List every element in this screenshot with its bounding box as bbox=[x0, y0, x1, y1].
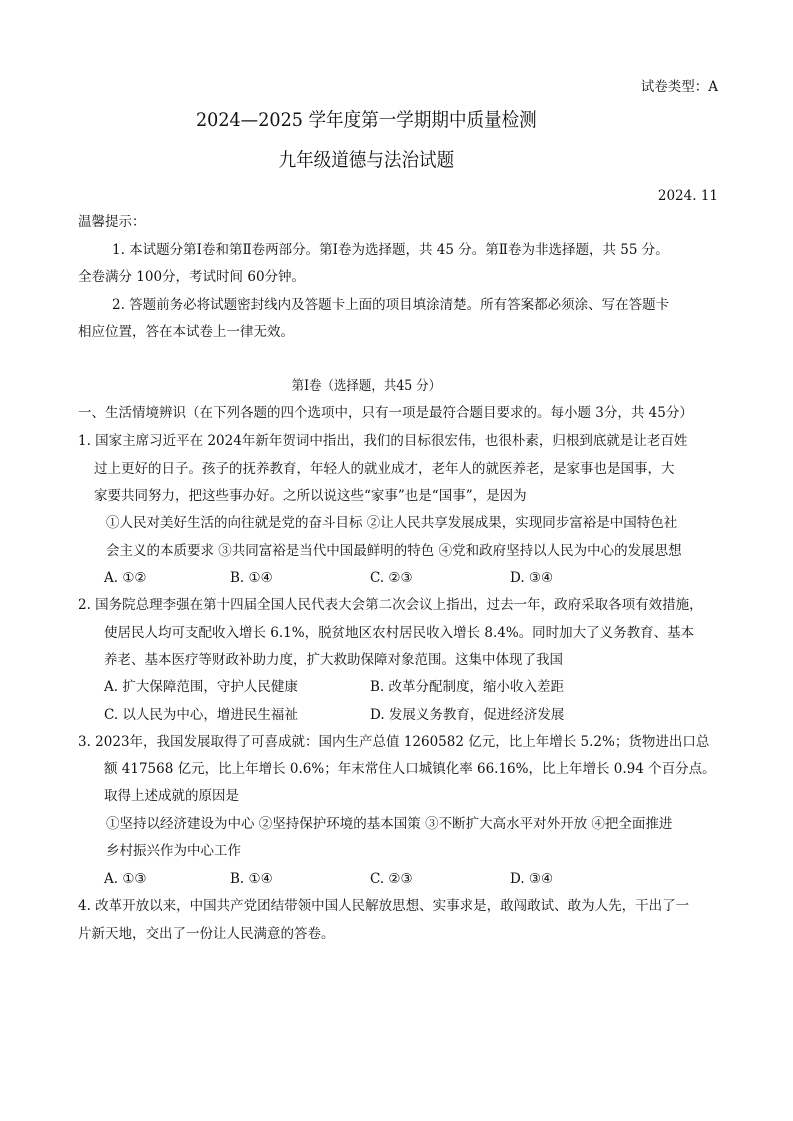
q3-line-4: ①坚持以经济建设为中心 ②坚持保护环境的基本国策 ③不断扩大高水平对外开放 ④把全面推进 bbox=[106, 816, 673, 832]
notice-line-3: 2. 答题前务必将试题密封线内及答题卡上面的项目填涂清楚。所有答案都必须涂、写在答题卡 bbox=[112, 297, 670, 313]
q1-line-1: 1. 国家主席习近平在 2024年新年贺词中指出，我们的目标很宏伟，也很朴素，归根到底就是让老百姓 bbox=[78, 433, 688, 449]
exam-date: 2024. 11 bbox=[657, 188, 718, 204]
q2-option-b: B. 改革分配制度，缩小收入差距 bbox=[370, 679, 565, 695]
notice-line-2: 全卷满分 100分，考试时间 60分钟。 bbox=[78, 269, 306, 285]
q4-line-2: 片新天地，交出了一份让人民满意的答卷。 bbox=[78, 926, 335, 942]
q2-line-1: 2. 国务院总理李强在第十四届全国人民代表大会第二次会议上指出，过去一年，政府采取各项有效措施， bbox=[78, 597, 703, 613]
q4-line-1: 4. 改革开放以来，中国共产党团结带领中国人民解放思想、实事求是，敢闯敢试、敢为人先，干出了一 bbox=[78, 898, 690, 914]
q3-option-b: B. ①④ bbox=[230, 871, 273, 887]
notice-line-1: 1. 本试题分第Ⅰ卷和第Ⅱ卷两部分。第Ⅰ卷为选择题，共 45 分。第Ⅱ卷为非选择题，共 55 分。 bbox=[112, 242, 669, 258]
q2-option-c: C. 以人民为中心，增进民生福祉 bbox=[104, 707, 298, 723]
q3-line-1: 3. 2023年，我国发展取得了可喜成就：国内生产总值 1260582 亿元，比上年增长 5.2%；货物进出口总 bbox=[78, 734, 710, 750]
notice-line-4: 相应位置，答在本试卷上一律无效。 bbox=[78, 324, 294, 340]
q3-line-3: 取得上述成就的原因是 bbox=[104, 788, 239, 804]
q3-line-2: 额 417568 亿元，比上年增长 0.6%；年末常住人口城镇化率 66.16%，比上年增长 0.94 个百分点。 bbox=[104, 761, 716, 777]
q1-line-5: 会主义的本质要求 ③共同富裕是当代中国最鲜明的特色 ④党和政府坚持以人民为中心的发展思想 bbox=[106, 543, 682, 559]
q3-option-c: C. ②③ bbox=[370, 871, 413, 887]
q1-option-d: D. ③④ bbox=[510, 570, 554, 586]
q1-line-3: 家要共同努力，把这些事办好。之所以说这些“家事”也是“国事”，是因为 bbox=[94, 488, 527, 504]
q1-line-2: 过上更好的日子。孩子的抚养教育，年轻人的就业成才，老年人的就医养老，是家事也是国事，大 bbox=[94, 461, 675, 477]
q1-option-a: A. ①② bbox=[104, 570, 147, 586]
section-title: 第Ⅰ卷（选择题，共45 分） bbox=[291, 378, 442, 394]
q2-option-d: D. 发展义务教育，促进经济发展 bbox=[370, 707, 565, 723]
q1-option-b: B. ①④ bbox=[230, 570, 273, 586]
exam-title: 2024—2025 学年度第一学期期中质量检测 bbox=[196, 109, 537, 131]
q2-line-3: 养老、基本医疗等财政补助力度，扩大救助保障对象范围。这集中体现了我国 bbox=[104, 652, 563, 668]
q3-option-a: A. ①③ bbox=[104, 871, 147, 887]
q3-line-5: 乡村振兴作为中心工作 bbox=[106, 843, 241, 859]
q1-line-4: ①人民对美好生活的向往就是党的奋斗目标 ②让人民共享发展成果，实现同步富裕是中国特色社 bbox=[106, 515, 678, 531]
q3-option-d: D. ③④ bbox=[510, 871, 554, 887]
notice-heading: 温馨提示： bbox=[78, 214, 146, 230]
q2-option-a: A. 扩大保障范围，守护人民健康 bbox=[104, 679, 298, 695]
paper-type: 试卷类型：A bbox=[640, 79, 718, 95]
exam-subtitle: 九年级道德与法治试题 bbox=[278, 149, 455, 171]
q1-option-c: C. ②③ bbox=[370, 570, 413, 586]
q2-line-2: 使居民人均可支配收入增长 6.1%，脱贫地区农村居民收入增长 8.4%。同时加大了义务教育、基本 bbox=[104, 625, 695, 641]
part-heading: 一、生活情境辨识（在下列各题的四个选项中，只有一项是最符合题目要求的。每小题 3分，共 45分） bbox=[78, 405, 693, 421]
